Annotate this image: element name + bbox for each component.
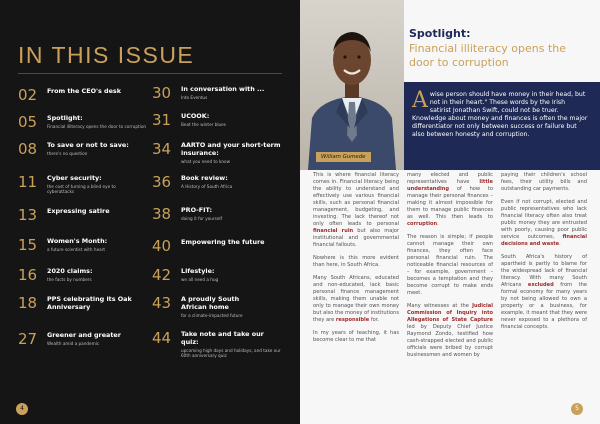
toc-subheading: Into Eventus (181, 94, 208, 100)
toc-page-number: 38 (152, 205, 172, 223)
toc-heading: Lifestyle: (181, 267, 215, 275)
toc-heading: Expressing satire (47, 207, 110, 215)
toc-item[interactable] (18, 88, 121, 103)
toc-item[interactable] (152, 142, 286, 164)
toc-subheading: upcoming high days and holidays, and take our 60th anniversary quiz (181, 347, 281, 358)
toc-subheading: doing it for yourself (181, 215, 223, 221)
article-headline: Financial illiteracy opens the door to corruption (409, 42, 567, 69)
toc-page-number: 42 (152, 266, 172, 284)
toc-item[interactable] (152, 113, 283, 128)
person-illustration (300, 0, 404, 170)
dropcap: A (412, 88, 428, 113)
paragraph: In my years of teaching, it has become clear to me that (313, 330, 399, 343)
toc-item[interactable] (18, 296, 139, 312)
toc-heading: AARTO and your short-term insurance: (181, 141, 281, 157)
toc-subheading: for a climate-impacted future (181, 312, 243, 318)
text: Many witnesses at the (407, 303, 473, 309)
toc-subheading: Financial illiteracy opens the door to corruption (47, 123, 147, 129)
toc-item[interactable] (18, 115, 154, 130)
text: many elected and public representatives have (407, 172, 493, 185)
toc-item[interactable] (18, 175, 139, 195)
issue-title: IN THIS ISSUE (18, 42, 195, 68)
text: Even if not corrupt, elected and public representatives who lack financial literacy often also treat public money they are entrusted with poorly, causing poor public service outcomes, (501, 199, 587, 240)
toc-heading: In conversation with ... (181, 85, 265, 93)
paragraph: Nowhere is this more evident than here, in South Africa. (313, 255, 399, 268)
text: of how to manage their personal finances – making it almost impossible for them to manage public finances as well. This then leads to (407, 186, 493, 220)
toc-subheading: the facts by numbers (47, 276, 92, 282)
toc-item[interactable] (152, 331, 283, 358)
article-column-2 (407, 172, 493, 365)
emphasis: excluded (527, 282, 554, 288)
toc-heading: Cyber security: (47, 174, 102, 182)
toc-subheading: Wealth amid a pandemic (47, 340, 100, 346)
toc-item[interactable] (152, 239, 283, 254)
emphasis: responsible (335, 317, 370, 323)
intro-box (404, 82, 600, 170)
emphasis: little understanding (407, 179, 493, 192)
article-kicker: Spotlight: (409, 27, 471, 40)
toc-heading: PRO-FIT: (181, 206, 213, 214)
article-page (300, 0, 600, 424)
intro-text: wise person should have money in their head, but not in their heart." These words by the Irish satirist Jonathan Swift, could not be truer. Knowledge about money and finances is often the major differentiator not only between success or failure but also between honesty and corruption. (412, 91, 588, 139)
toc-subheading: we all need a hug (181, 276, 219, 282)
toc-heading: Book review: (181, 174, 228, 182)
toc-item[interactable] (18, 208, 110, 223)
paragraph: paying their children's school fees, their utility bills and outstanding car payments. (501, 172, 587, 192)
page-number-left: 4 (16, 403, 28, 415)
toc-subheading: A History of South Africa (181, 183, 233, 189)
toc-item[interactable] (18, 268, 154, 283)
toc-subheading: there's no question (47, 150, 88, 156)
toc-subheading: the cost of turning a blind eye to cyberattacks (47, 183, 116, 195)
toc-page-number: 36 (152, 173, 172, 191)
toc-heading: A proudly South African home (181, 295, 240, 311)
paragraph (313, 275, 399, 324)
paragraph: The reason is simple; if people cannot manage their own finances, they often face personal financial ruin. The noticeable financial resources of – for example, government – becomes a temptation and they become corrupt to make ends meet. (407, 234, 493, 296)
emphasis: financial ruin (313, 228, 354, 234)
toc-heading: PPS celebrating its Oak Anniversary (47, 295, 132, 311)
text: . (437, 221, 439, 227)
toc-item[interactable] (152, 86, 283, 101)
text: South Africa's history of apartheid is partly to blame for the widespread lack of financial literacy. With many South Africans (501, 254, 587, 288)
toc-page-number: 16 (18, 266, 38, 284)
toc-heading: Take note and take our quiz: (181, 330, 264, 346)
toc-subheading: what you need to know (181, 158, 231, 164)
toc-page-number: 43 (152, 294, 172, 312)
toc-page-number: 13 (18, 206, 38, 224)
toc-heading: To save or not to save: (47, 141, 129, 149)
toc-item[interactable] (152, 207, 283, 222)
toc-page-number: 27 (18, 330, 38, 348)
author-photo (300, 0, 404, 170)
title-divider (18, 73, 282, 74)
toc-item[interactable] (152, 175, 283, 190)
emphasis: Judicial Commission of Inquiry into Allegations of State Capture (407, 303, 493, 323)
toc-item[interactable] (152, 268, 283, 283)
text: for. (369, 317, 380, 323)
intro-paragraph (412, 88, 588, 140)
text: led by Deputy Chief Justice Raymond Zondo, testified how cash-strapped elected and public officials were bribed by corrupt businessmen and women by (407, 324, 493, 358)
toc-page-number: 11 (18, 173, 38, 191)
page-number-right: 5 (571, 403, 583, 415)
photo-caption: William Gumede (316, 152, 371, 162)
toc-subheading: Beat the winter blues (181, 121, 226, 127)
article-column-3 (501, 172, 587, 337)
toc-heading: Women's Month: (47, 237, 108, 245)
emphasis: corruption (407, 221, 438, 227)
toc-page-number: 05 (18, 113, 38, 131)
toc-heading: UCOOK: (181, 112, 210, 120)
toc-heading: From the CEO's desk (47, 87, 121, 95)
paragraph (407, 303, 493, 359)
article-column-1 (313, 172, 399, 350)
toc-page-number: 31 (152, 111, 172, 129)
toc-page-number: 02 (18, 86, 38, 104)
toc-page-number: 34 (152, 140, 172, 158)
toc-item[interactable] (18, 142, 154, 157)
toc-subheading: a future scientist with heart (47, 246, 106, 252)
toc-heading: Empowering the future (181, 238, 265, 246)
toc-page-number: 15 (18, 236, 38, 254)
text: from the formal economy for many years by not being allowed to own a property or a business, for example, it meant that they were never exposed to a plethora of financial concepts. (501, 282, 587, 330)
paragraph (407, 172, 493, 228)
toc-item[interactable] (152, 296, 266, 318)
toc-heading: Spotlight: (47, 114, 83, 122)
text: but also major institutional and governmental financial fallouts. (313, 228, 399, 248)
text: Many South Africans, educated and non-educated, lack basic personal finance management skills, making them unable not only to manage their own money but also the money of institutions they are (313, 275, 399, 323)
toc-page-number: 40 (152, 237, 172, 255)
toc-page-number: 30 (152, 84, 172, 102)
toc-page-number: 18 (18, 294, 38, 312)
paragraph (313, 172, 399, 249)
toc-heading: 2020 claims: (47, 267, 93, 275)
paragraph (501, 254, 587, 331)
emphasis: financial decisions and waste (501, 234, 587, 247)
toc-item[interactable] (18, 332, 154, 347)
toc-page-number: 08 (18, 140, 38, 158)
toc-page-number: 44 (152, 329, 172, 347)
text: . (559, 241, 561, 247)
toc-heading: Greener and greater (47, 331, 121, 339)
toc-item[interactable] (18, 238, 154, 253)
text: This is where financial literacy comes in. Financial literacy being the ability to understand and effectively use various financial skills, such as personal financial management, budgeting, and investing. The lack thereof not only often leads to personal (313, 172, 399, 227)
paragraph (501, 199, 587, 248)
